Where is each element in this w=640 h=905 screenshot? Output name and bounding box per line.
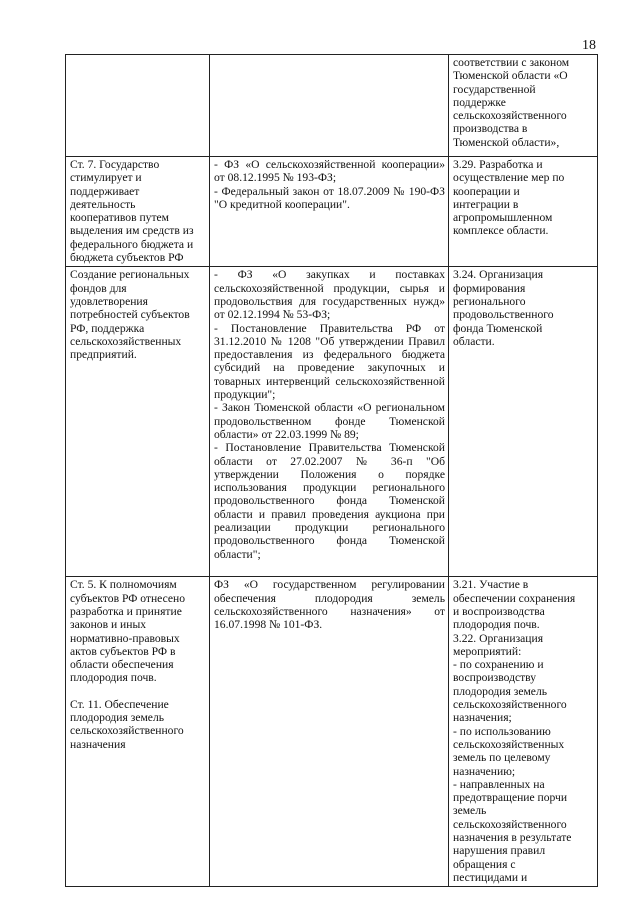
cell-text-line: поддерживает <box>70 184 140 198</box>
cell-text-line: назначению; <box>453 764 516 778</box>
cell-text-line: стимулирует и <box>70 171 142 185</box>
cell-text-line: - ФЗ «О сельскохозяйственной кооперации» от 08.12.1995 № 193-ФЗ; <box>214 158 445 185</box>
cell-text-line: предотвращение порчи <box>453 791 568 805</box>
cell-text-line: нарушения правил <box>453 844 546 858</box>
cell-text-line: регионального <box>453 294 526 308</box>
cell-text-line: - Закон Тюменской области «О региональном продовольственном фонде Тюменской области» от 22.03.1999 № 89; <box>214 401 445 441</box>
cell-text-line: интеграции в <box>453 197 519 211</box>
cell-text-line: предприятий. <box>70 348 137 362</box>
cell-text-line: поддержке <box>453 95 506 109</box>
cell-text-line: удовлетворения <box>70 294 148 308</box>
cell-text-line: назначения <box>70 737 126 751</box>
table-row <box>66 157 598 267</box>
cell-text-line: Тюменской области», <box>453 135 560 149</box>
federal-provision-cell <box>66 267 210 577</box>
cell-text-line: Ст. 7. Государство <box>70 158 160 171</box>
cell-text-line: фонда Тюменской <box>453 321 543 335</box>
cell-text-line: сельскохозяйственного <box>70 724 184 738</box>
cell-text-line: - по использованию <box>453 724 551 738</box>
cell-text-line: государственной <box>453 82 536 96</box>
legal-act-cell <box>210 267 449 577</box>
cell-text-line: ФЗ «О государственном регулировании обеспечения плодородия земель сельскохозяйственного назначения» от 16.07.1998 № 101-ФЗ. <box>214 578 445 632</box>
cell-text-line: области обеспечения <box>70 658 174 672</box>
cell-text-line: 3.24. Организация <box>453 268 544 282</box>
cell-text-line: - по сохранению и <box>453 658 544 672</box>
cell-text-line: производства в <box>453 122 528 136</box>
cell-text-line: - Постановление Правительства Тюменской области от 27.02.2007 № 36-п "Об утверждении Положения о порядке использования продукции регионального продовольственного фонда Тюменской области и правил проведения аукциона при реализации продукции регионального продовольственного фонда Тюменской области"; <box>214 441 445 561</box>
cell-text-line: 3.21. Участие в <box>453 578 529 592</box>
cell-text-line: - Федеральный закон от 18.07.2009 № 190-ФЗ "О кредитной кооперации". <box>214 184 445 211</box>
cell-text-line: продовольственного <box>453 308 554 322</box>
cell-text-line: осуществление мер по <box>453 171 565 185</box>
cell-text-line: назначения в результате <box>453 831 572 845</box>
cell-text-line: 3.29. Разработка и <box>453 158 543 171</box>
cell-text-line: сельскохозяйственного <box>453 817 567 831</box>
cell-text-line: мероприятий: <box>453 644 522 658</box>
federal-provision-cell <box>66 55 210 157</box>
cell-text-line: плодородия почв. <box>453 618 540 632</box>
cell-text-line: агропромышленном <box>453 211 553 225</box>
cell-text-line: плодородия почв. <box>70 671 157 685</box>
legal-act-cell <box>210 55 449 157</box>
cell-text-line: Ст. 5. К полномочиям <box>70 578 177 592</box>
cell-text-line: сельскохозяйственного <box>453 698 567 712</box>
cell-text-line: Ст. 11. Обеспечение <box>70 697 169 711</box>
cell-text-line: Создание региональных <box>70 268 190 282</box>
cell-text-line: и воспроизводства <box>453 604 545 618</box>
regional-authority-cell <box>449 267 598 577</box>
cell-text-line: разработка и принятие <box>70 604 182 618</box>
cell-text-line: фондов для <box>70 281 127 295</box>
cell-text-line: земель <box>453 804 487 818</box>
cell-text-line: области. <box>453 334 495 348</box>
cell-text-line: выделения им средств из <box>70 224 194 238</box>
cell-text-line: плодородия земель <box>70 711 165 725</box>
federal-provision-cell <box>66 577 210 887</box>
regional-authority-cell <box>449 55 598 157</box>
cell-text-line: сельскохозяйственного <box>453 109 567 123</box>
cell-text-line: потребностей субъектов <box>70 308 190 322</box>
legal-act-cell <box>210 577 449 887</box>
cell-text-line: - Постановление Правительства РФ от 31.12.2010 № 1208 "Об утверждении Правил предоставления из федерального бюджета субсидий на проведение закупочных и товарных интервенций сельскохозяйственной продукции"; <box>214 321 445 402</box>
cell-text-line: нормативно-правовых <box>70 631 180 645</box>
paragraph-gap <box>70 685 206 698</box>
cell-text-line: субъектов РФ отнесено <box>70 591 186 605</box>
regional-authority-cell <box>449 577 598 887</box>
cell-text-line: федерального бюджета и <box>70 237 194 251</box>
cell-text-line: кооперации и <box>453 184 520 198</box>
cell-text-line: Тюменской области «О <box>453 69 568 83</box>
table-row <box>66 577 598 887</box>
cell-text-line: бюджета субъектов РФ <box>70 251 184 265</box>
cell-text-line: обеспечении сохранения <box>453 591 576 605</box>
cell-text-line: обращения с <box>453 857 516 871</box>
cell-text-line: законов и иных <box>70 618 147 632</box>
cell-text-line: комплексе области. <box>453 224 549 238</box>
cell-text-line: 3.22. Организация <box>453 631 544 645</box>
cell-text-line: деятельность <box>70 197 136 211</box>
cell-text-line: РФ, поддержка <box>70 321 145 335</box>
cell-text-line: плодородия земель <box>453 684 548 698</box>
cell-text-line: сельскохозяйственных <box>453 737 565 751</box>
cell-text-line: соответствии с законом <box>453 56 570 69</box>
cell-text-line: сельскохозяйственных <box>70 334 182 348</box>
legal-comparison-table <box>65 54 598 887</box>
cell-text-line: - направленных на <box>453 777 545 791</box>
cell-text-line: актов субъектов РФ в <box>70 644 176 658</box>
table-row <box>66 55 598 157</box>
table-row <box>66 267 598 577</box>
cell-text-line: земель по целевому <box>453 751 551 765</box>
federal-provision-cell <box>66 157 210 267</box>
page-number: 18 <box>582 38 596 53</box>
cell-text-line: формирования <box>453 281 526 295</box>
cell-text-line: - ФЗ «О закупках и поставках сельскохозяйственной продукции, сырья и продовольствия для государственных нужд» от 02.12.1994 № 53-ФЗ; <box>214 268 445 322</box>
cell-text-line: кооперативов путем <box>70 211 170 225</box>
cell-text-line: пестицидами и <box>453 870 528 884</box>
cell-text-line: назначения; <box>453 711 512 725</box>
legal-act-cell <box>210 157 449 267</box>
cell-text-line: воспроизводству <box>453 671 537 685</box>
regional-authority-cell <box>449 157 598 267</box>
